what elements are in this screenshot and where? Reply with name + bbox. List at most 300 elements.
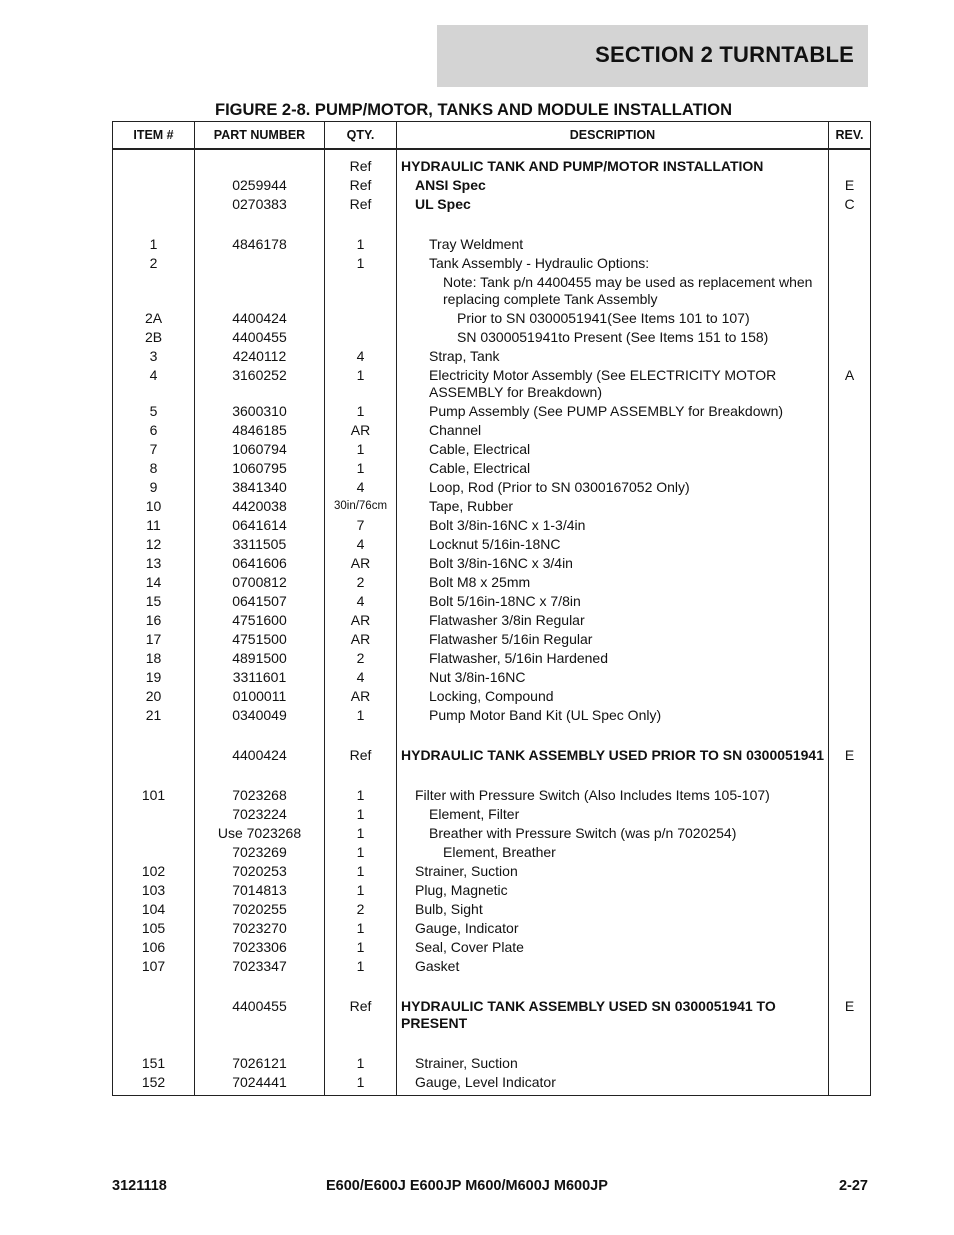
table-row bbox=[113, 900, 871, 919]
cell-part-number: 4846178 bbox=[195, 235, 325, 254]
cell-rev bbox=[829, 900, 871, 919]
cell-description bbox=[397, 195, 829, 214]
cell-description bbox=[397, 630, 829, 649]
cell-qty: Ref bbox=[325, 149, 397, 176]
cell-rev bbox=[829, 347, 871, 366]
cell-description bbox=[397, 273, 829, 309]
cell-rev bbox=[829, 649, 871, 668]
cell-part-number: 7023347 bbox=[195, 957, 325, 976]
cell-rev bbox=[829, 687, 871, 706]
cell-rev bbox=[829, 824, 871, 843]
table-row bbox=[113, 497, 871, 516]
table-row bbox=[113, 421, 871, 440]
table-row bbox=[113, 805, 871, 824]
description-text: UL Spec bbox=[415, 196, 471, 212]
spacer-row bbox=[113, 765, 871, 786]
spacer-row bbox=[113, 214, 871, 235]
cell-qty: 1 bbox=[325, 1073, 397, 1096]
cell-qty: AR bbox=[325, 421, 397, 440]
cell-qty: 2 bbox=[325, 900, 397, 919]
table-header-row bbox=[113, 122, 871, 150]
footer-model-list: E600/E600J E600JP M600/M600J M600JP bbox=[326, 1178, 608, 1194]
cell-description bbox=[397, 649, 829, 668]
cell-qty: AR bbox=[325, 611, 397, 630]
cell-part-number: 4400424 bbox=[195, 309, 325, 328]
cell-item bbox=[113, 176, 195, 195]
cell-part-number: 7024441 bbox=[195, 1073, 325, 1096]
cell-description bbox=[397, 459, 829, 478]
cell-description bbox=[397, 843, 829, 862]
cell-description bbox=[397, 746, 829, 765]
cell-qty bbox=[325, 328, 397, 347]
cell-qty bbox=[325, 309, 397, 328]
cell-item: 20 bbox=[113, 687, 195, 706]
cell-part-number: 3311505 bbox=[195, 535, 325, 554]
cell-item: 21 bbox=[113, 706, 195, 725]
cell-description bbox=[397, 402, 829, 421]
table-row bbox=[113, 478, 871, 497]
table-row bbox=[113, 273, 871, 309]
cell-description bbox=[397, 254, 829, 273]
cell-qty: 4 bbox=[325, 478, 397, 497]
table-row bbox=[113, 402, 871, 421]
table-row bbox=[113, 440, 871, 459]
cell-qty: 1 bbox=[325, 254, 397, 273]
cell-description bbox=[397, 611, 829, 630]
description-text: Cable, Electrical bbox=[429, 460, 531, 476]
description-text: Bolt 5/16in-18NC x 7/8in bbox=[429, 593, 581, 609]
cell-part-number: 0100011 bbox=[195, 687, 325, 706]
cell-item: 15 bbox=[113, 592, 195, 611]
cell-description bbox=[397, 938, 829, 957]
table-row bbox=[113, 459, 871, 478]
description-text: HYDRAULIC TANK AND PUMP/MOTOR INSTALLATION bbox=[401, 158, 764, 174]
cell-description bbox=[397, 900, 829, 919]
cell-item: 14 bbox=[113, 573, 195, 592]
cell-description bbox=[397, 862, 829, 881]
cell-description bbox=[397, 592, 829, 611]
cell-part-number: 4751500 bbox=[195, 630, 325, 649]
cell-description bbox=[397, 149, 829, 176]
spacer-cell bbox=[325, 976, 397, 997]
cell-part-number: 4751600 bbox=[195, 611, 325, 630]
cell-rev bbox=[829, 611, 871, 630]
cell-description bbox=[397, 516, 829, 535]
table-row bbox=[113, 611, 871, 630]
cell-part-number: Use 7023268 bbox=[195, 824, 325, 843]
cell-rev bbox=[829, 881, 871, 900]
spacer-cell bbox=[195, 976, 325, 997]
spacer-row bbox=[113, 976, 871, 997]
cell-item bbox=[113, 273, 195, 309]
description-text: Bolt 3/8in-16NC x 1-3/4in bbox=[429, 517, 586, 533]
cell-item bbox=[113, 843, 195, 862]
footer-doc-number: 3121118 bbox=[112, 1178, 167, 1194]
cell-part-number: 3841340 bbox=[195, 478, 325, 497]
figure-title: FIGURE 2-8. PUMP/MOTOR, TANKS AND MODULE INSTALLATION bbox=[215, 101, 732, 119]
cell-description bbox=[397, 535, 829, 554]
cell-description bbox=[397, 235, 829, 254]
table-row bbox=[113, 706, 871, 725]
cell-qty: 1 bbox=[325, 824, 397, 843]
table-row bbox=[113, 309, 871, 328]
cell-item bbox=[113, 997, 195, 1033]
cell-qty: 1 bbox=[325, 843, 397, 862]
cell-qty: 4 bbox=[325, 347, 397, 366]
cell-qty: 1 bbox=[325, 706, 397, 725]
cell-rev: E bbox=[829, 176, 871, 195]
cell-part-number: 4420038 bbox=[195, 497, 325, 516]
cell-rev bbox=[829, 786, 871, 805]
cell-part-number: 7020255 bbox=[195, 900, 325, 919]
cell-part-number: 0700812 bbox=[195, 573, 325, 592]
cell-part-number: 7023269 bbox=[195, 843, 325, 862]
cell-item: 105 bbox=[113, 919, 195, 938]
col-header-item: ITEM # bbox=[113, 122, 195, 150]
cell-qty: Ref bbox=[325, 195, 397, 214]
description-text: Tank Assembly - Hydraulic Options: bbox=[429, 255, 650, 271]
table-row bbox=[113, 957, 871, 976]
cell-part-number: 4400424 bbox=[195, 746, 325, 765]
spacer-cell bbox=[195, 725, 325, 746]
cell-rev bbox=[829, 516, 871, 535]
cell-rev bbox=[829, 440, 871, 459]
cell-part-number: 4400455 bbox=[195, 997, 325, 1033]
spacer-cell bbox=[195, 1033, 325, 1054]
footer-page-number: 2-27 bbox=[838, 1178, 868, 1194]
description-text: Cable, Electrical bbox=[429, 441, 531, 457]
cell-description bbox=[397, 573, 829, 592]
cell-part-number: 3160252 bbox=[195, 366, 325, 402]
cell-item: 6 bbox=[113, 421, 195, 440]
cell-item bbox=[113, 746, 195, 765]
cell-rev bbox=[829, 573, 871, 592]
table-row bbox=[113, 516, 871, 535]
cell-item: 7 bbox=[113, 440, 195, 459]
cell-item: 9 bbox=[113, 478, 195, 497]
cell-item: 104 bbox=[113, 900, 195, 919]
cell-qty bbox=[325, 273, 397, 309]
table-row bbox=[113, 881, 871, 900]
cell-rev bbox=[829, 554, 871, 573]
cell-rev bbox=[829, 957, 871, 976]
cell-qty: Ref bbox=[325, 176, 397, 195]
cell-part-number: 7023268 bbox=[195, 786, 325, 805]
cell-item: 107 bbox=[113, 957, 195, 976]
cell-item: 1 bbox=[113, 235, 195, 254]
cell-description bbox=[397, 824, 829, 843]
cell-qty: 1 bbox=[325, 938, 397, 957]
cell-qty: 1 bbox=[325, 440, 397, 459]
cell-rev bbox=[829, 535, 871, 554]
cell-qty: 30in/76cm bbox=[325, 497, 397, 516]
cell-rev bbox=[829, 497, 871, 516]
section-header-box bbox=[437, 25, 868, 87]
cell-rev: E bbox=[829, 997, 871, 1033]
cell-description bbox=[397, 786, 829, 805]
table-row bbox=[113, 554, 871, 573]
description-text: Filter with Pressure Switch (Also Includes Items 105-107) bbox=[415, 787, 770, 803]
table-row bbox=[113, 366, 871, 402]
parts-table bbox=[112, 121, 871, 1096]
cell-qty: 1 bbox=[325, 459, 397, 478]
cell-item: 19 bbox=[113, 668, 195, 687]
cell-rev bbox=[829, 919, 871, 938]
cell-description bbox=[397, 706, 829, 725]
cell-qty: AR bbox=[325, 630, 397, 649]
cell-part-number: 7014813 bbox=[195, 881, 325, 900]
cell-rev: C bbox=[829, 195, 871, 214]
spacer-row bbox=[113, 1033, 871, 1054]
cell-rev bbox=[829, 843, 871, 862]
cell-part-number: 0641614 bbox=[195, 516, 325, 535]
cell-part-number bbox=[195, 273, 325, 309]
cell-item: 3 bbox=[113, 347, 195, 366]
spacer-cell bbox=[829, 214, 871, 235]
spacer-cell bbox=[195, 214, 325, 235]
cell-item: 103 bbox=[113, 881, 195, 900]
description-text: Tape, Rubber bbox=[429, 498, 514, 514]
cell-item: 16 bbox=[113, 611, 195, 630]
table-row bbox=[113, 786, 871, 805]
cell-description bbox=[397, 366, 829, 402]
description-text: HYDRAULIC TANK ASSEMBLY USED PRIOR TO SN 0300051941 bbox=[401, 747, 824, 763]
cell-rev bbox=[829, 1073, 871, 1096]
cell-part-number bbox=[195, 149, 325, 176]
cell-item: 12 bbox=[113, 535, 195, 554]
cell-item: 2B bbox=[113, 328, 195, 347]
cell-part-number: 1060795 bbox=[195, 459, 325, 478]
description-text: SN 0300051941to Present (See Items 151 to 158) bbox=[457, 329, 769, 345]
cell-part-number: 0641507 bbox=[195, 592, 325, 611]
cell-part-number: 4240112 bbox=[195, 347, 325, 366]
table-row bbox=[113, 919, 871, 938]
table-row bbox=[113, 1054, 871, 1073]
description-text: Pump Motor Band Kit (UL Spec Only) bbox=[429, 707, 662, 723]
cell-description bbox=[397, 309, 829, 328]
cell-item: 2 bbox=[113, 254, 195, 273]
cell-description bbox=[397, 421, 829, 440]
spacer-cell bbox=[325, 214, 397, 235]
description-text: Prior to SN 0300051941(See Items 101 to 107) bbox=[457, 310, 750, 326]
cell-qty: 1 bbox=[325, 402, 397, 421]
description-text: Strainer, Suction bbox=[415, 863, 518, 879]
cell-qty: 2 bbox=[325, 649, 397, 668]
cell-qty: Ref bbox=[325, 997, 397, 1033]
spacer-cell bbox=[397, 765, 829, 786]
table-row bbox=[113, 668, 871, 687]
description-text: Tray Weldment bbox=[429, 236, 524, 252]
table-row bbox=[113, 235, 871, 254]
description-text: Nut 3/8in-16NC bbox=[429, 669, 526, 685]
spacer-cell bbox=[829, 1033, 871, 1054]
section-title: SECTION 2 TURNTABLE bbox=[595, 42, 854, 67]
cell-description bbox=[397, 805, 829, 824]
cell-rev bbox=[829, 273, 871, 309]
cell-description bbox=[397, 440, 829, 459]
cell-description bbox=[397, 478, 829, 497]
table-row bbox=[113, 176, 871, 195]
spacer-cell bbox=[397, 725, 829, 746]
cell-part-number: 7023270 bbox=[195, 919, 325, 938]
spacer-cell bbox=[325, 765, 397, 786]
description-text: Strap, Tank bbox=[429, 348, 500, 364]
cell-item bbox=[113, 195, 195, 214]
cell-qty: 1 bbox=[325, 1054, 397, 1073]
table-row bbox=[113, 997, 871, 1033]
description-text: Flatwasher, 5/16in Hardened bbox=[429, 650, 608, 666]
cell-rev bbox=[829, 459, 871, 478]
spacer-cell bbox=[325, 725, 397, 746]
cell-qty: 1 bbox=[325, 786, 397, 805]
description-text: Plug, Magnetic bbox=[415, 882, 508, 898]
spacer-cell bbox=[113, 765, 195, 786]
cell-part-number: 4891500 bbox=[195, 649, 325, 668]
table-row bbox=[113, 254, 871, 273]
cell-item: 17 bbox=[113, 630, 195, 649]
cell-item: 151 bbox=[113, 1054, 195, 1073]
table-row bbox=[113, 938, 871, 957]
description-text: Gauge, Indicator bbox=[415, 920, 519, 936]
cell-rev: A bbox=[829, 366, 871, 402]
table-row bbox=[113, 862, 871, 881]
cell-part-number: 3311601 bbox=[195, 668, 325, 687]
cell-item: 8 bbox=[113, 459, 195, 478]
cell-item bbox=[113, 805, 195, 824]
cell-part-number: 0340049 bbox=[195, 706, 325, 725]
cell-rev bbox=[829, 235, 871, 254]
description-text: Note: Tank p/n 4400455 may be used as replacement when replacing complete Tank Assembly bbox=[443, 274, 813, 307]
cell-rev bbox=[829, 630, 871, 649]
cell-qty: 1 bbox=[325, 805, 397, 824]
cell-part-number: 1060794 bbox=[195, 440, 325, 459]
table-row bbox=[113, 347, 871, 366]
description-text: Loop, Rod (Prior to SN 0300167052 Only) bbox=[429, 479, 690, 495]
cell-rev bbox=[829, 668, 871, 687]
cell-part-number: 3600310 bbox=[195, 402, 325, 421]
table-row bbox=[113, 592, 871, 611]
description-text: Bolt M8 x 25mm bbox=[429, 574, 531, 590]
cell-rev bbox=[829, 706, 871, 725]
cell-item: 2A bbox=[113, 309, 195, 328]
cell-rev bbox=[829, 862, 871, 881]
cell-qty: AR bbox=[325, 687, 397, 706]
table-row bbox=[113, 1073, 871, 1096]
cell-description bbox=[397, 176, 829, 195]
cell-part-number: 0270383 bbox=[195, 195, 325, 214]
cell-qty: 4 bbox=[325, 535, 397, 554]
cell-part-number: 0641606 bbox=[195, 554, 325, 573]
cell-item: 4 bbox=[113, 366, 195, 402]
cell-qty: 1 bbox=[325, 957, 397, 976]
cell-qty: 1 bbox=[325, 366, 397, 402]
cell-qty: 1 bbox=[325, 862, 397, 881]
table-row bbox=[113, 649, 871, 668]
spacer-cell bbox=[397, 976, 829, 997]
spacer-cell bbox=[113, 725, 195, 746]
description-text: Locknut 5/16in-18NC bbox=[429, 536, 561, 552]
col-header-part-number: PART NUMBER bbox=[195, 122, 325, 150]
cell-rev bbox=[829, 402, 871, 421]
cell-part-number bbox=[195, 254, 325, 273]
cell-description bbox=[397, 554, 829, 573]
parts-table-body bbox=[113, 149, 871, 1096]
cell-item bbox=[113, 149, 195, 176]
cell-rev bbox=[829, 478, 871, 497]
cell-item: 10 bbox=[113, 497, 195, 516]
description-text: Flatwasher 3/8in Regular bbox=[429, 612, 585, 628]
table-row bbox=[113, 746, 871, 765]
cell-rev bbox=[829, 805, 871, 824]
table-row bbox=[113, 535, 871, 554]
description-text: Locking, Compound bbox=[429, 688, 554, 704]
description-text: HYDRAULIC TANK ASSEMBLY USED SN 0300051941 TO PRESENT bbox=[401, 998, 776, 1031]
cell-qty: Ref bbox=[325, 746, 397, 765]
cell-part-number: 7020253 bbox=[195, 862, 325, 881]
spacer-cell bbox=[829, 765, 871, 786]
spacer-cell bbox=[829, 725, 871, 746]
cell-rev bbox=[829, 328, 871, 347]
cell-description bbox=[397, 997, 829, 1033]
description-text: Flatwasher 5/16in Regular bbox=[429, 631, 593, 647]
table-row bbox=[113, 149, 871, 176]
cell-description bbox=[397, 347, 829, 366]
table-row bbox=[113, 824, 871, 843]
table-row bbox=[113, 328, 871, 347]
description-text: Seal, Cover Plate bbox=[415, 939, 524, 955]
spacer-cell bbox=[325, 1033, 397, 1054]
col-header-rev: REV. bbox=[829, 122, 871, 150]
cell-rev bbox=[829, 254, 871, 273]
cell-part-number: 7023306 bbox=[195, 938, 325, 957]
description-text: ANSI Spec bbox=[415, 177, 486, 193]
description-text: Bolt 3/8in-16NC x 3/4in bbox=[429, 555, 573, 571]
spacer-row bbox=[113, 725, 871, 746]
spacer-cell bbox=[829, 976, 871, 997]
cell-description bbox=[397, 1073, 829, 1096]
cell-description bbox=[397, 668, 829, 687]
table-row bbox=[113, 195, 871, 214]
cell-rev bbox=[829, 1054, 871, 1073]
description-text: Channel bbox=[429, 422, 482, 438]
cell-item bbox=[113, 824, 195, 843]
cell-description bbox=[397, 1054, 829, 1073]
description-text: Gasket bbox=[415, 958, 460, 974]
spacer-cell bbox=[397, 1033, 829, 1054]
cell-qty: 2 bbox=[325, 573, 397, 592]
cell-description bbox=[397, 919, 829, 938]
spacer-cell bbox=[113, 1033, 195, 1054]
cell-description bbox=[397, 328, 829, 347]
cell-item: 13 bbox=[113, 554, 195, 573]
cell-rev bbox=[829, 309, 871, 328]
cell-qty: AR bbox=[325, 554, 397, 573]
cell-description bbox=[397, 881, 829, 900]
cell-item: 101 bbox=[113, 786, 195, 805]
description-text: Gauge, Level Indicator bbox=[415, 1074, 556, 1090]
spacer-cell bbox=[195, 765, 325, 786]
cell-rev bbox=[829, 938, 871, 957]
cell-part-number: 7026121 bbox=[195, 1054, 325, 1073]
cell-qty: 1 bbox=[325, 881, 397, 900]
cell-part-number: 7023224 bbox=[195, 805, 325, 824]
cell-qty: 4 bbox=[325, 592, 397, 611]
description-text: Electricity Motor Assembly (See ELECTRICITY MOTOR ASSEMBLY for Breakdown) bbox=[429, 367, 777, 400]
cell-item: 152 bbox=[113, 1073, 195, 1096]
cell-item: 106 bbox=[113, 938, 195, 957]
cell-rev bbox=[829, 421, 871, 440]
cell-rev bbox=[829, 149, 871, 176]
